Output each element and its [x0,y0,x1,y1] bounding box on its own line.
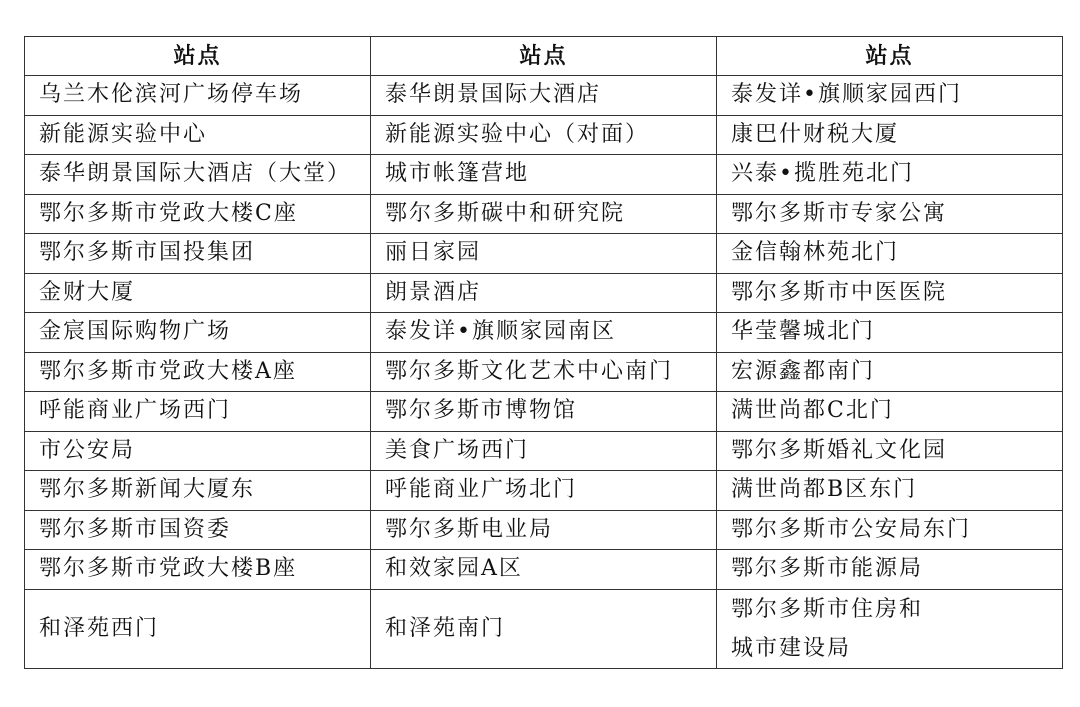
station-cell: 鄂尔多斯市党政大楼B座 [25,550,371,590]
station-cell: 满世尚都C北门 [717,392,1063,432]
table-header [25,37,1063,76]
station-cell: 康巴什财税大厦 [717,115,1063,155]
station-cell: 泰发详•旗顺家园西门 [717,76,1063,116]
station-cell: 鄂尔多斯市博物馆 [371,392,717,432]
station-cell: 新能源实验中心（对面） [371,115,717,155]
station-table [24,36,1063,669]
station-cell: 鄂尔多斯电业局 [371,510,717,550]
header-row [25,37,1063,76]
station-cell: 泰华朗景国际大酒店（大堂） [25,155,371,195]
station-cell: 新能源实验中心 [25,115,371,155]
station-cell: 兴泰•揽胜苑北门 [717,155,1063,195]
station-cell: 金财大厦 [25,273,371,313]
station-cell: 金宸国际购物广场 [25,313,371,353]
station-cell: 满世尚都B区东门 [717,471,1063,511]
table-row [25,273,1063,313]
table-row [25,155,1063,195]
station-cell: 泰华朗景国际大酒店 [371,76,717,116]
station-cell: 鄂尔多斯市中医医院 [717,273,1063,313]
table-row [25,471,1063,511]
station-cell: 城市帐篷营地 [371,155,717,195]
station-cell: 华莹馨城北门 [717,313,1063,353]
station-cell: 美食广场西门 [371,431,717,471]
station-cell: 和泽苑南门 [371,589,717,668]
table-row [25,550,1063,590]
station-cell: 和泽苑西门 [25,589,371,668]
table-row [25,313,1063,353]
column-header-station: 站点 [25,37,371,76]
table-row [25,76,1063,116]
station-cell: 宏源鑫都南门 [717,352,1063,392]
station-cell: 鄂尔多斯市公安局东门 [717,510,1063,550]
station-cell: 鄂尔多斯市党政大楼A座 [25,352,371,392]
station-cell: 鄂尔多斯市专家公寓 [717,194,1063,234]
station-cell: 泰发详•旗顺家园南区 [371,313,717,353]
table-row [25,431,1063,471]
table-row [25,510,1063,550]
station-cell: 鄂尔多斯市党政大楼C座 [25,194,371,234]
table-row [25,392,1063,432]
station-cell: 鄂尔多斯碳中和研究院 [371,194,717,234]
table-row [25,234,1063,274]
station-cell: 鄂尔多斯市能源局 [717,550,1063,590]
station-cell: 鄂尔多斯婚礼文化园 [717,431,1063,471]
station-cell-line: 鄂尔多斯市住房和 [731,596,924,622]
station-cell: 市公安局 [25,431,371,471]
station-cell: 鄂尔多斯文化艺术中心南门 [371,352,717,392]
station-cell [717,589,1063,668]
table-row [25,115,1063,155]
table-row [25,589,1063,668]
station-cell: 呼能商业广场北门 [371,471,717,511]
station-cell: 鄂尔多斯市国投集团 [25,234,371,274]
station-cell: 鄂尔多斯市国资委 [25,510,371,550]
station-cell: 金信翰林苑北门 [717,234,1063,274]
table-row [25,194,1063,234]
station-cell: 和效家园A区 [371,550,717,590]
station-cell: 朗景酒店 [371,273,717,313]
column-header-station: 站点 [717,37,1063,76]
table-row [25,352,1063,392]
station-cell: 乌兰木伦滨河广场停车场 [25,76,371,116]
column-header-station: 站点 [371,37,717,76]
table-body [25,76,1063,669]
station-cell: 鄂尔多斯新闻大厦东 [25,471,371,511]
station-cell-line: 城市建设局 [731,635,852,661]
station-cell: 呼能商业广场西门 [25,392,371,432]
station-cell: 丽日家园 [371,234,717,274]
